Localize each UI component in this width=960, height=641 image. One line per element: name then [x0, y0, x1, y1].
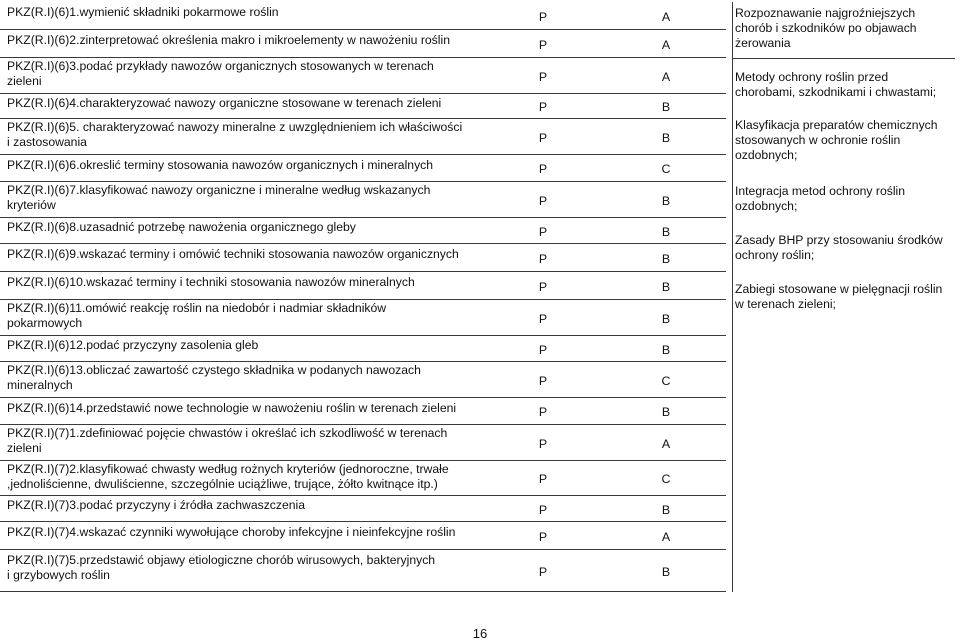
level-cell: P — [538, 130, 548, 145]
requirement-line: PKZ(R.I)(6)10.wskazać terminy i techniki stosowania nawozów mineralnych — [7, 275, 415, 290]
requirement-line: pokarmowych — [7, 316, 83, 331]
requirement-line: PKZ(R.I)(7)5.przedstawić objawy etiologiczne chorób wirusowych, bakteryjnych — [7, 552, 436, 567]
requirement-text — [7, 59, 469, 89]
category-cell: B — [661, 502, 671, 517]
table-row — [0, 30, 726, 58]
requirement-text — [7, 5, 469, 20]
level-cell: P — [538, 69, 548, 84]
topic-line: Rozpoznawanie najgroźniejszych — [735, 6, 916, 20]
category-cell: A — [661, 37, 671, 52]
requirement-line: PKZ(R.I)(6)7.klasyfikować nawozy organiczne i mineralne według wskazanych — [7, 183, 431, 197]
level-cell: P — [538, 472, 548, 486]
requirement-line: PKZ(R.I)(6)5. charakteryzować nawozy mineralne z uwzględnieniem ich właściwości — [7, 120, 463, 134]
category-cell: A — [661, 529, 671, 544]
level-cell: P — [538, 37, 548, 52]
requirement-line: i zastosowania — [7, 135, 87, 150]
requirement-text — [7, 525, 469, 540]
topic-line: chorób i szkodników po objawach — [735, 21, 917, 36]
table-row — [0, 336, 726, 362]
table-row — [0, 244, 726, 272]
topic-line: chorobami, szkodnikami i chwastami; — [735, 85, 937, 100]
level-cell: P — [538, 224, 548, 239]
table-row — [0, 522, 726, 550]
requirement-text — [7, 158, 469, 173]
requirement-line: PKZ(R.I)(6)4.charakteryzować nawozy organiczne stosowane w terenach zieleni — [7, 95, 442, 110]
requirement-line: PKZ(R.I)(6)2.zinterpretować określenia makro i mikroelementy w nawożeniu roślin — [7, 33, 450, 48]
table-row — [0, 496, 726, 522]
table-row — [0, 461, 726, 496]
requirement-text — [7, 301, 469, 331]
category-cell: A — [661, 9, 671, 24]
category-cell: B — [661, 342, 671, 357]
requirement-text — [7, 96, 469, 111]
level-cell: P — [538, 9, 548, 24]
category-cell: B — [661, 100, 671, 114]
topic-block — [735, 118, 955, 164]
requirement-line: PKZ(R.I)(6)9.wskazać terminy i omówić techniki stosowania nawozów organicznych — [7, 247, 459, 262]
requirement-line: PKZ(R.I)(6)14.przedstawić nowe technologie w nawożeniu roślin w terenach zieleni — [7, 400, 457, 415]
category-cell: B — [661, 405, 671, 419]
requirement-line: zieleni — [7, 441, 42, 456]
table-row — [0, 272, 726, 300]
category-cell: C — [661, 472, 671, 486]
level-cell: P — [538, 342, 548, 357]
requirement-text — [7, 401, 469, 416]
level-cell: P — [538, 251, 548, 266]
requirement-text — [7, 275, 469, 290]
category-cell: B — [661, 564, 671, 579]
requirement-line: ,jednoliścienne, dwuliścienne, szczególnie uciążliwe, trujące, żółto kwitnące itp.) — [7, 477, 438, 492]
category-cell: B — [661, 311, 671, 326]
table-row — [0, 94, 726, 119]
level-cell: P — [538, 100, 548, 114]
topic-divider — [733, 58, 955, 59]
category-cell: B — [661, 193, 671, 208]
requirement-line: PKZ(R.I)(6)13.obliczać zawartość czystego składnika w podanych nawozach — [7, 363, 421, 377]
level-cell: P — [538, 502, 548, 517]
topic-line: ochrony roślin; — [735, 248, 815, 263]
topic-line: Zabiegi stosowane w pielęgnacji roślin — [735, 282, 943, 296]
requirement-line: PKZ(R.I)(7)1.zdefiniować pojęcie chwastów i określać ich szkodliwość w terenach — [7, 426, 448, 440]
requirement-text — [7, 363, 469, 393]
category-cell: B — [661, 130, 671, 145]
table-row — [0, 550, 726, 592]
topic-block — [735, 282, 955, 312]
level-cell: P — [538, 279, 548, 294]
requirement-line: PKZ(R.I)(6)3.podać przykłady nawozów organicznych stosowanych w terenach — [7, 59, 434, 73]
topic-block — [735, 184, 955, 214]
table-row — [0, 425, 726, 461]
requirement-line: PKZ(R.I)(7)2.klasyfikować chwasty według rożnych kryteriów (jednoroczne, trwałe — [7, 462, 449, 476]
requirement-line: mineralnych — [7, 378, 73, 393]
requirement-text — [7, 462, 469, 492]
topic-line: Metody ochrony roślin przed — [735, 70, 889, 84]
table-row — [0, 182, 726, 218]
table-row — [0, 300, 726, 336]
requirement-line: kryteriów — [7, 198, 56, 213]
requirement-line: zieleni — [7, 74, 42, 89]
requirement-text — [7, 183, 469, 213]
requirement-text — [7, 33, 469, 48]
topics-column — [732, 2, 955, 592]
level-cell: P — [538, 162, 548, 176]
topic-line: ozdobnych; — [735, 199, 798, 214]
requirement-line: i grzybowych roślin — [7, 568, 110, 582]
category-cell: B — [661, 279, 671, 294]
category-cell: A — [661, 436, 671, 451]
level-cell: P — [538, 405, 548, 419]
requirement-text — [7, 120, 469, 150]
table-row — [0, 218, 726, 244]
topic-line: Klasyfikacja preparatów chemicznych — [735, 118, 938, 132]
requirement-line: PKZ(R.I)(6)11.omówić reakcję roślin na niedobór i nadmiar składników — [7, 301, 387, 315]
table-row — [0, 119, 726, 155]
requirement-text — [7, 426, 469, 456]
table-row — [0, 58, 726, 94]
category-cell: C — [661, 162, 671, 176]
category-cell: B — [661, 224, 671, 239]
category-cell: B — [661, 251, 671, 266]
requirement-text — [7, 553, 469, 583]
topic-line: Zasady BHP przy stosowaniu środków — [735, 233, 943, 247]
requirement-line: PKZ(R.I)(6)12.podać przyczyny zasolenia gleb — [7, 338, 259, 353]
table-row — [0, 155, 726, 182]
table-row — [0, 2, 726, 30]
table-row — [0, 362, 726, 398]
requirement-text — [7, 247, 469, 262]
category-cell: A — [661, 69, 671, 84]
requirement-line: PKZ(R.I)(6)6.okreslić terminy stosowania nawozów organicznych i mineralnych — [7, 157, 434, 172]
level-cell: P — [538, 564, 548, 579]
level-cell: P — [538, 193, 548, 208]
requirement-line: PKZ(R.I)(7)4.wskazać czynniki wywołujące choroby infekcyjne i nieinfekcyjne roślin — [7, 525, 456, 540]
page-number: 16 — [472, 626, 488, 641]
topic-block — [735, 70, 955, 100]
topic-block — [735, 6, 955, 52]
level-cell: P — [538, 436, 548, 451]
requirement-text — [7, 338, 469, 353]
requirement-text — [7, 498, 469, 513]
requirement-line: PKZ(R.I)(7)3.podać przyczyny i źródła zachwaszczenia — [7, 498, 306, 513]
requirement-line: PKZ(R.I)(6)8.uzasadnić potrzebę nawożenia organicznego gleby — [7, 220, 356, 235]
topic-line: ozdobnych; — [735, 148, 798, 163]
topic-line: żerowania — [735, 36, 791, 51]
topic-line: Integracja metod ochrony roślin — [735, 184, 906, 198]
category-cell: C — [661, 373, 671, 388]
level-cell: P — [538, 311, 548, 326]
topic-line: stosowanych w ochronie roślin — [735, 133, 901, 148]
topic-line: w terenach zieleni; — [735, 297, 836, 312]
topic-block — [735, 233, 955, 263]
requirement-text — [7, 220, 469, 235]
requirement-line: PKZ(R.I)(6)1.wymienić składniki pokarmowe roślin — [7, 5, 279, 20]
level-cell: P — [538, 529, 548, 544]
table-row — [0, 398, 726, 425]
level-cell: P — [538, 373, 548, 388]
